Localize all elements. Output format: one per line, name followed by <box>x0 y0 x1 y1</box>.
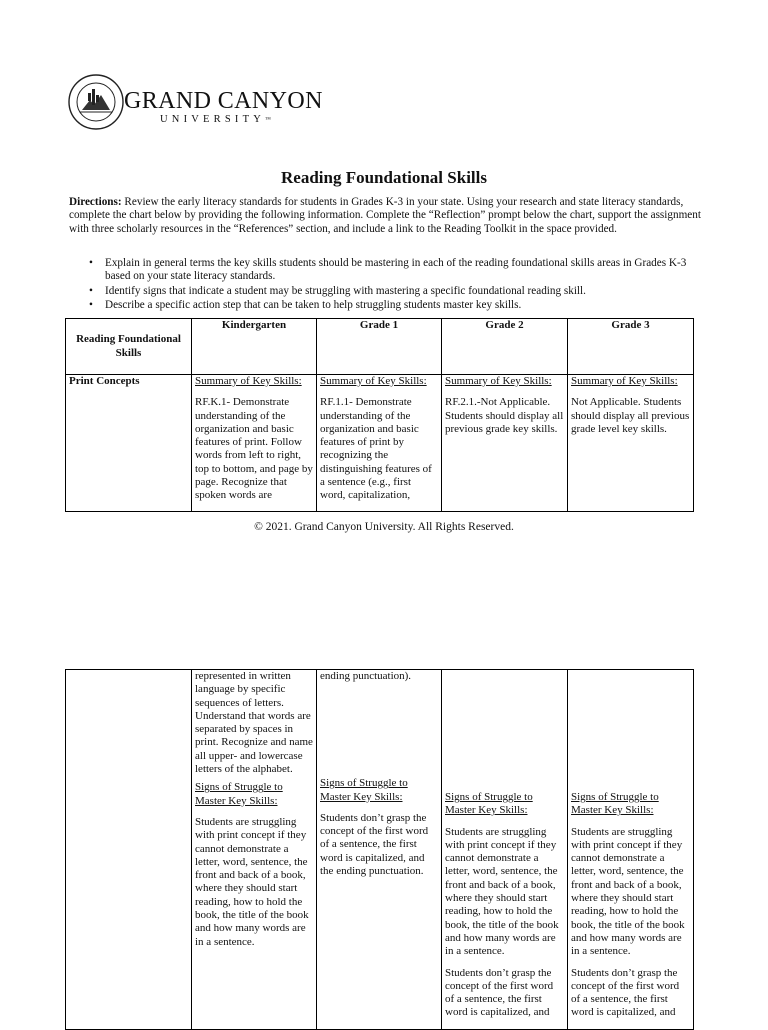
list-item: • Identify signs that indicate a student may be struggling with mastering a specific foundational reading skill. <box>69 285 709 298</box>
cell-text: RF.K.1- Demonstrate understanding of the organization and basic features of print. Follow words from left to right, top to bottom, and page by page. Recognize that spoken words are <box>195 396 313 502</box>
row-label: Print Concepts <box>66 375 192 512</box>
cell-text: RF.1.1- Demonstrate understanding of the organization and basic features of print by recognizing the distinguishing features of a sentence (e.g., first word, capitalization, <box>320 396 432 502</box>
list-item: • Explain in general terms the key skills students should be mastering in each of the reading foundational skills areas in Grades K-3 based on your state literacy standards. <box>69 257 709 284</box>
row-label <box>66 670 192 1030</box>
list-item: • Describe a specific action step that can be taken to help struggling students master key skills. <box>69 299 709 312</box>
summary-label: Summary of Key Skills: <box>571 375 678 387</box>
column-header: Grade 3 <box>568 319 694 375</box>
table-cell <box>568 670 694 1030</box>
table-cell <box>317 670 442 1030</box>
gcu-logo <box>68 74 323 132</box>
instruction-list <box>69 257 709 313</box>
directions-label: Directions: <box>69 196 122 208</box>
signs-label: Signs of Struggle to Master Key Skills: <box>195 781 283 807</box>
directions-text: Review the early literacy standards for students in Grades K-3 in your state. Using your research and state literacy standards, complete the chart below by providing the following information. Complete the “Reflection” prompt below the chart, support the assignment with three scholarly resources in the “References” section, and include a link to the Reading Toolkit in the space provided. <box>69 196 701 235</box>
signs-label: Signs of Struggle to Master Key Skills: <box>320 777 408 803</box>
table-cell <box>568 375 694 512</box>
page-title: Reading Foundational Skills <box>281 168 487 187</box>
logo-subtitle: UNIVERSITY™ <box>160 114 271 125</box>
copyright-footer: © 2021. Grand Canyon University. All Rights Reserved. <box>254 521 514 533</box>
signs-label: Signs of Struggle to Master Key Skills: <box>571 791 659 817</box>
column-header: Grade 2 <box>442 319 568 375</box>
cell-text: Not Applicable. Students should display all previous grade level key skills. <box>571 396 690 435</box>
university-seal-icon <box>68 74 124 130</box>
cell-text: Students are struggling with print concept if they cannot demonstrate a letter, word, sentence, the front and back of a book, where they should start reading, how to hold the book, the title of the book and how many words are in a sentence. <box>571 825 685 958</box>
table-header-row <box>66 319 694 375</box>
column-header: Reading Foundational Skills <box>66 319 192 375</box>
table-cell <box>442 375 568 512</box>
signs-label: Signs of Struggle to Master Key Skills: <box>445 791 533 817</box>
cell-text: Students don’t grasp the concept of the first word of a sentence, the first word is capitalized, and the ending punctuation. <box>320 811 429 878</box>
logo-wordmark: GRAND CANYON <box>124 88 323 114</box>
summary-label: Summary of Key Skills: <box>195 375 302 387</box>
summary-label: Summary of Key Skills: <box>445 375 552 387</box>
table-cell <box>192 375 317 512</box>
column-header: Grade 1 <box>317 319 442 375</box>
cell-text: represented in written language by specific sequences of letters. Understand that words are separated by spaces in print. Recognize and name all upper- and lowercase letters of the alphabet. <box>195 670 313 776</box>
table-row <box>66 375 694 512</box>
cell-text: RF.2.1.-Not Applicable. Students should display all previous grade key skills. <box>445 396 564 435</box>
column-header: Kindergarten <box>192 319 317 375</box>
table-row <box>66 670 694 1030</box>
skills-table-page-1 <box>65 318 694 512</box>
summary-label: Summary of Key Skills: <box>320 375 427 387</box>
cell-text: Students don’t grasp the concept of the first word of a sentence, the first word is capitalized, and <box>445 966 554 1019</box>
cell-text: Students are struggling with print concept if they cannot demonstrate a letter, word, sentence, the front and back of a book, where they should start reading, how to hold the book, the title of the book and how many words are in a sentence. <box>195 815 309 948</box>
table-cell <box>442 670 568 1030</box>
directions-paragraph <box>69 196 709 236</box>
table-cell <box>317 375 442 512</box>
skills-table-page-2 <box>65 669 694 1030</box>
cell-text: ending punctuation). <box>320 670 412 682</box>
table-cell <box>192 670 317 1030</box>
cell-text: Students are struggling with print concept if they cannot demonstrate a letter, word, sentence, the front and back of a book, where they should start reading, how to hold the book, the title of the book and how many words are in a sentence. <box>445 825 559 958</box>
cell-text: Students don’t grasp the concept of the first word of a sentence, the first word is capitalized, and <box>571 966 680 1019</box>
